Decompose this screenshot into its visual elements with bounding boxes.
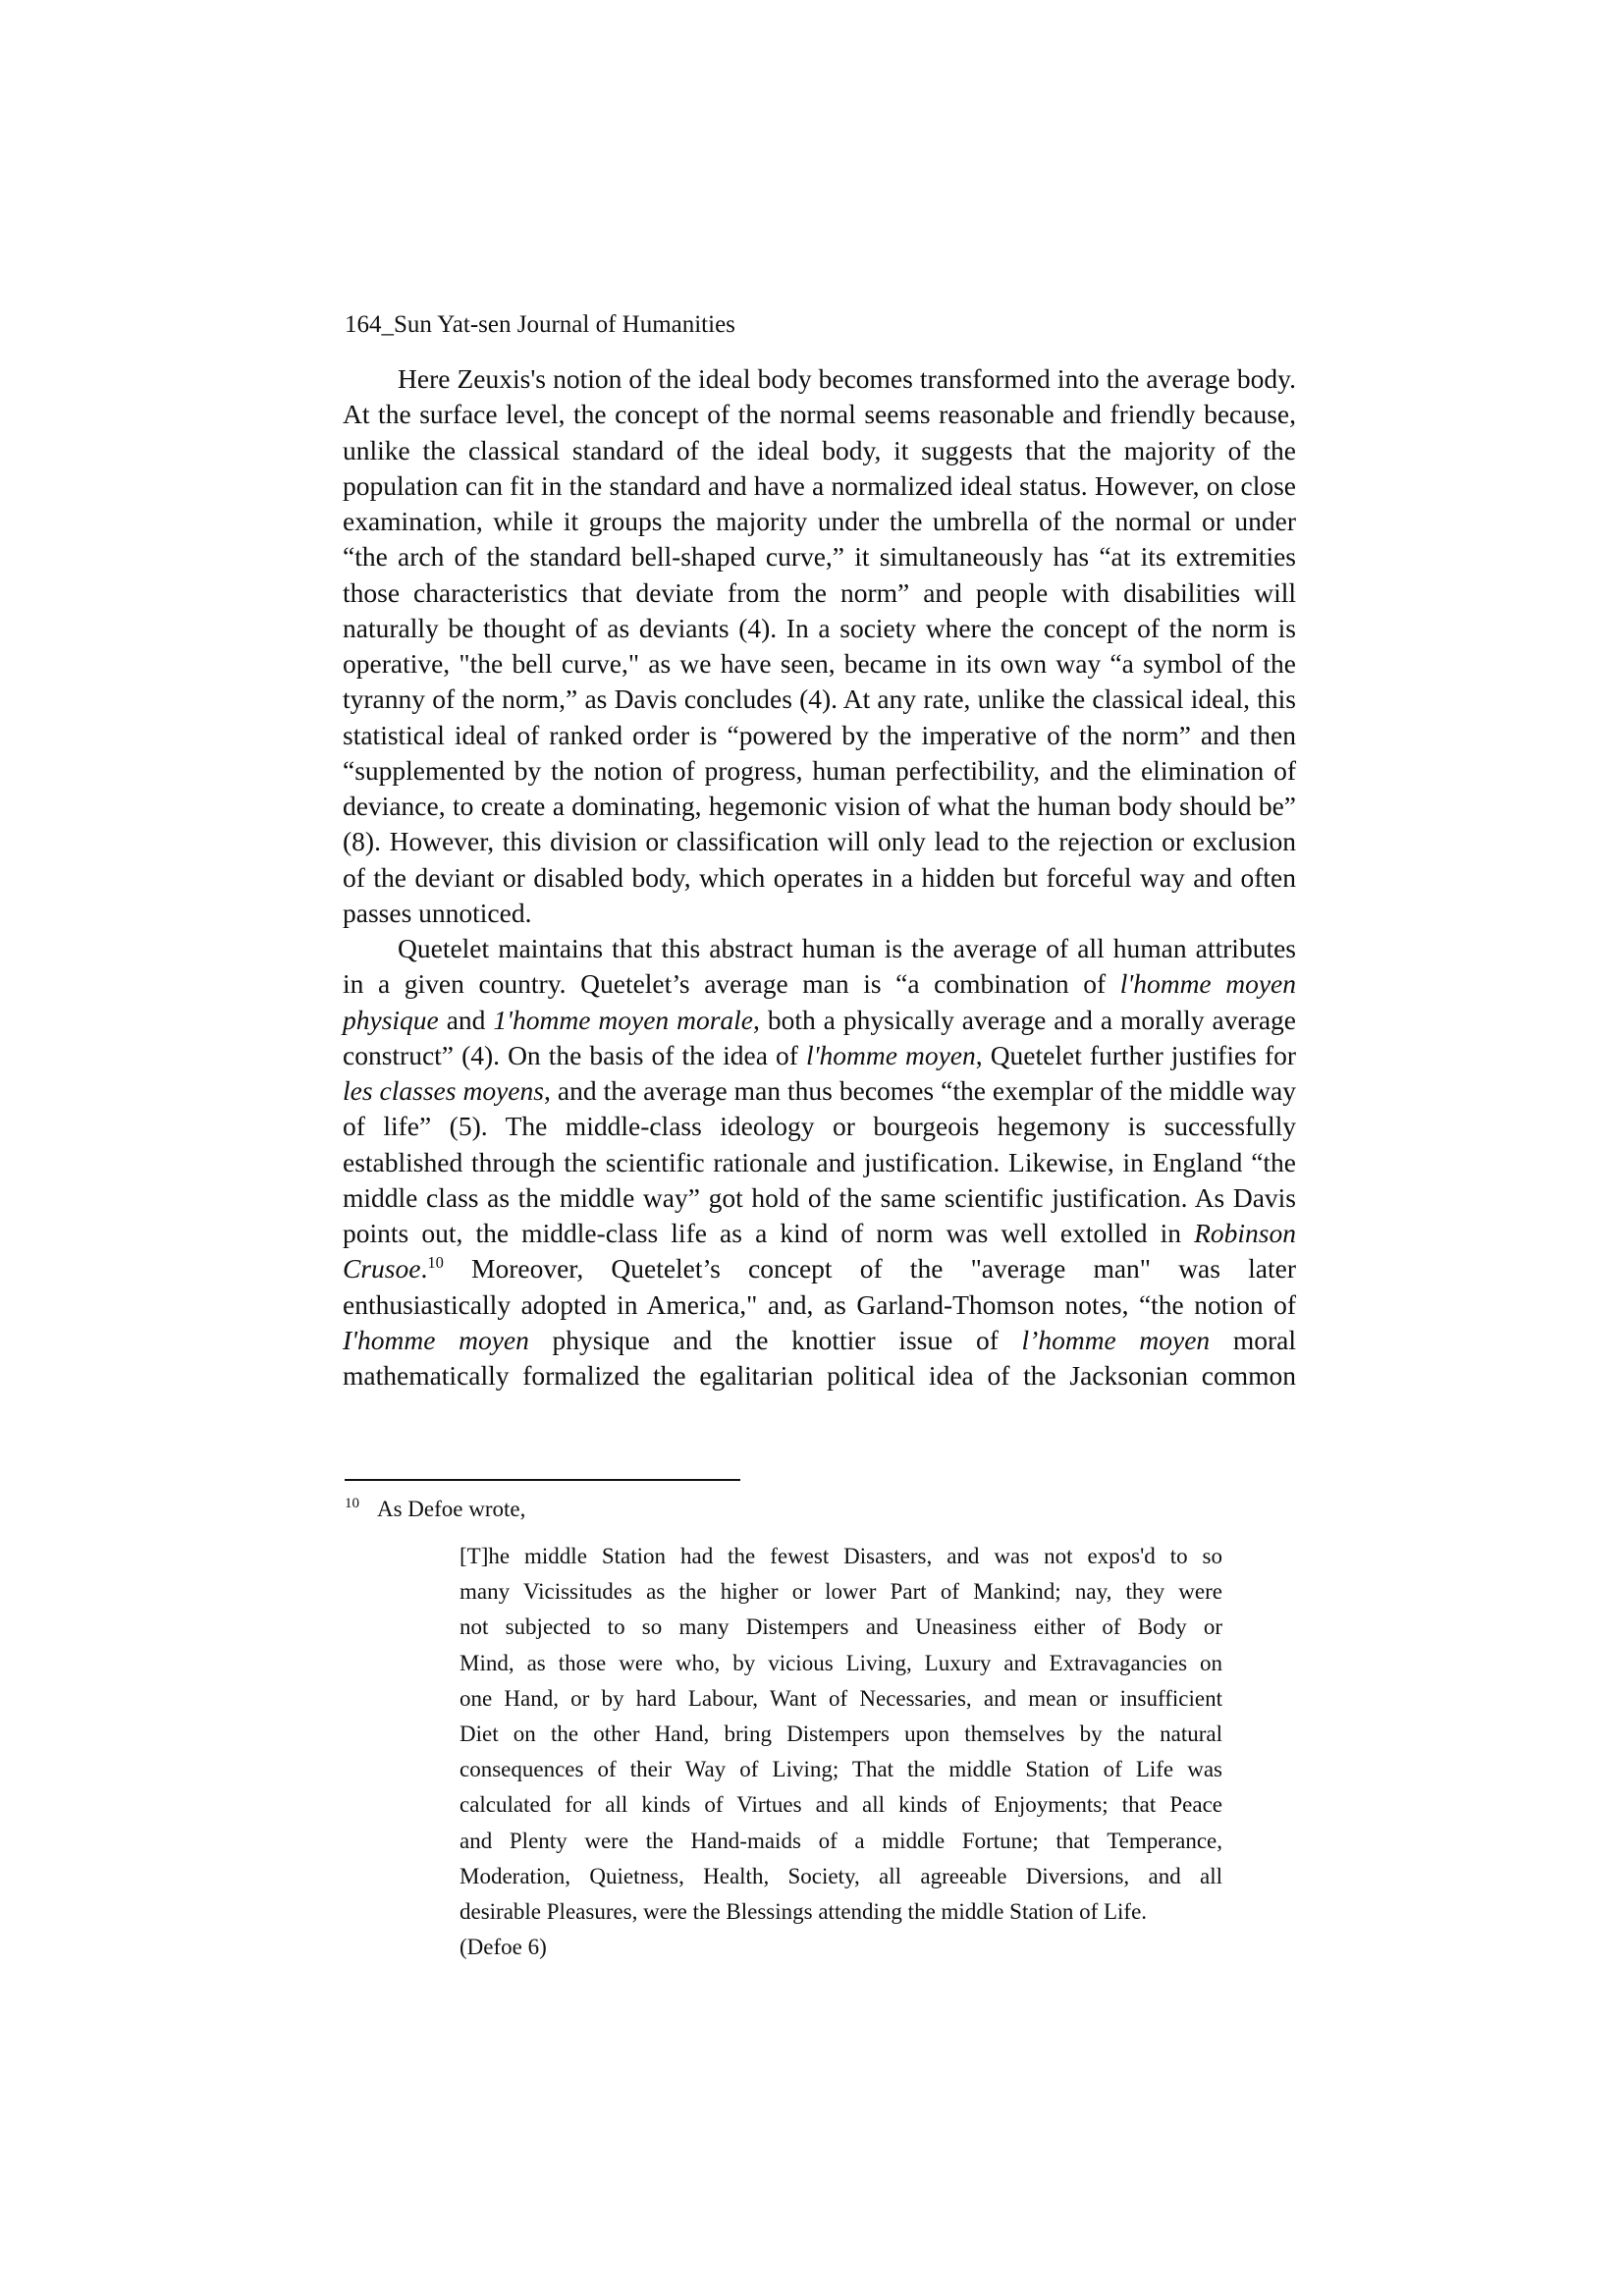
quote-line: many Vicissitudes as the higher or lower Part of Mankind; nay, they were [460,1579,1222,1605]
quote-line: calculated for all kinds of Virtues and all kinds of Enjoyments; that Peace [460,1792,1222,1818]
italic-term: l’homme moyen [1021,1324,1211,1355]
footnote-number: 10 [345,1496,359,1511]
text-line: statistical ideal of ranked order is “powered by the imperative of the norm” and then [343,719,1296,750]
italic-term: Robinson [1194,1218,1296,1248]
footnote-10 [345,1495,525,1527]
quote-line: and Plenty were the Hand-maids of a middle Fortune; that Temperance, [460,1828,1222,1853]
running-head: 164_Sun Yat-sen Journal of Humanities [345,311,735,338]
text-line: of the deviant or disabled body, which operates in a hidden but forceful way and often [343,861,1296,893]
text-line: points out, the middle-class life as a kind of norm was well extolled in Robinson [343,1218,1296,1248]
text-line: “the arch of the standard bell-shaped curve,” it simultaneously has “at its extremities [343,541,1296,573]
text-line: I'homme moyen physique and the knottier issue of l’homme moyen moral [343,1324,1296,1355]
text-line: passes unnoticed. [343,897,532,928]
text-line: population can fit in the standard and have a normalized ideal status. However, on close [343,469,1296,501]
footnote-blockquote [460,1539,1222,1965]
text-line: in a given country. Quetelet’s average man is “a combination of l'homme moyen [343,968,1296,1000]
italic-term: 1'homme moyen morale [493,1004,754,1035]
text-line: Quetelet maintains that this abstract human is the average of all human attributes [398,933,1296,963]
text-line: examination, while it groups the majority under the umbrella of the normal or under [343,506,1296,536]
text-line: Crusoe.$^{10}$ Moreover, Quetelet’s concept of the "average man" was later [343,1253,1296,1285]
quote-line: Mind, as those were who, by vicious Living, Luxury and Extravagancies on [460,1650,1222,1675]
paragraph-2 [343,931,1296,1394]
italic-term: les classes moyens [343,1075,544,1106]
text-line: Here Zeuxis's notion of the ideal body becomes transformed into the average body. [398,363,1296,394]
italic-term: l'homme moyen [805,1039,976,1070]
text-line: construct” (4). On the basis of the idea of l'homme moyen, Quetelet further justifies for [343,1039,1296,1070]
text-line: “supplemented by the notion of progress, human perfectibility, and the elimination of [343,754,1296,786]
quote-line: not subjected to so many Distempers and Uneasiness either of Body or [460,1614,1222,1640]
text-line: mathematically formalized the egalitarian political idea of the Jacksonian common [343,1360,1296,1391]
text-line: deviance, to create a dominating, hegemonic vision of what the human body should be” [343,791,1296,821]
quote-line: one Hand, or by hard Labour, Want of Necessaries, and mean or insufficient [460,1685,1222,1711]
text-line: unlike the classical standard of the ideal body, it suggests that the majority of the [343,434,1296,465]
italic-term: l'homme moyen [1119,968,1296,1000]
quote-line: desirable Pleasures, were the Blessings attending the middle Station of Life. [460,1899,1148,1925]
text-line: those characteristics that deviate from the norm” and people with disabilities will [343,576,1296,608]
quote-citation: (Defoe 6) [460,1935,547,1960]
footnote-divider [345,1479,740,1481]
text-line: tyranny of the norm,” as Davis concludes (4). At any rate, unlike the classical ideal, this [343,683,1296,715]
footnote-intro-text: As Defoe wrote, [377,1497,526,1521]
main-text [343,361,1296,1394]
text-line: naturally be thought of as deviants (4). In a society where the concept of the norm is [343,612,1296,643]
text-line: middle class as the middle way” got hold of the same scientific justification. As Davis [343,1181,1296,1213]
text-line: (8). However, this division or classification will only lead to the rejection or exclusion [343,826,1296,857]
italic-term: I'homme moyen [343,1324,529,1355]
quote-line: consequences of their Way of Living; That the middle Station of Life was [460,1757,1222,1782]
quote-line: [T]he middle Station had the fewest Disasters, and was not expos'd to so [460,1544,1222,1568]
paragraph-1 [343,361,1296,931]
text-line: of life” (5). The middle-class ideology or bourgeois hegemony is successfully [343,1111,1296,1142]
text-line: enthusiastically adopted in America," and, as Garland-Thomson notes, “the notion of [343,1288,1296,1320]
quote-line: Moderation, Quietness, Health, Society, all agreeable Diversions, and all [460,1863,1222,1888]
italic-term: Crusoe [343,1253,421,1285]
footnote-reference[interactable]: 10 [427,1253,444,1273]
text-line: physique and 1'homme moyen morale, both a physically average and a morally average [343,1004,1296,1035]
quote-line: Diet on the other Hand, bring Distempers upon themselves by the natural [460,1722,1222,1747]
text-line: At the surface level, the concept of the normal seems reasonable and friendly because, [343,399,1296,430]
text-line: established through the scientific rationale and justification. Likewise, in England “the [343,1146,1296,1177]
text-line: operative, "the bell curve," as we have seen, became in its own way “a symbol of the [343,648,1296,679]
text-line: les classes moyens, and the average man thus becomes “the exemplar of the middle way [343,1075,1296,1106]
italic-term: physique [343,1004,439,1035]
